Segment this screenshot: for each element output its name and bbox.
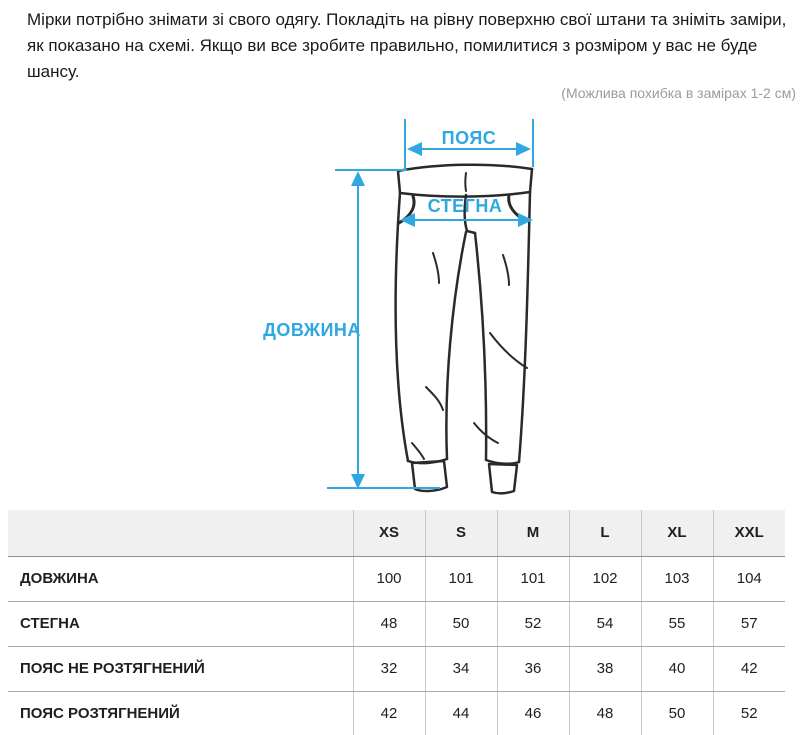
size-value: 50 [641,691,713,735]
waist-label: ПОЯС [441,128,497,148]
size-value: 46 [497,691,569,735]
length-arrowhead-top [351,171,365,186]
size-header-l: L [569,510,641,556]
size-value: 57 [713,601,785,646]
pants-measurement-diagram [250,105,640,510]
size-value: 44 [425,691,497,735]
size-table-corner-cell [8,510,353,556]
length-arrowhead-bottom [351,474,365,489]
hips-arrowhead-right [518,213,533,227]
size-value: 36 [497,646,569,691]
table-row-length [8,556,785,601]
size-value: 54 [569,601,641,646]
tolerance-note: (Можлива похибка в замірах 1-2 см) [561,85,796,101]
size-value: 52 [497,601,569,646]
size-header-xxl: XXL [713,510,785,556]
size-table-header-row [8,510,785,556]
size-value: 101 [497,556,569,601]
table-row-waist-unstretched [8,646,785,691]
row-label: ДОВЖИНА [8,556,353,601]
size-header-xs: XS [353,510,425,556]
size-value: 48 [353,601,425,646]
size-value: 104 [713,556,785,601]
intro-paragraph: Мірки потрібно знімати зі свого одягу. Покладіть на рівну поверхню свої штани та зніміть заміри, як показано на схемі. Якщо ви все зробите правильно, помилитися з розміром у вас не буде шансу. [27,10,787,81]
row-label: ПОЯС НЕ РОЗТЯГНЕНИЙ [8,646,353,691]
table-row-waist-stretched [8,691,785,735]
size-value: 102 [569,556,641,601]
size-value: 38 [569,646,641,691]
size-table [8,510,785,735]
size-value: 34 [425,646,497,691]
length-label: ДОВЖИНА [263,320,361,340]
size-value: 52 [713,691,785,735]
size-value: 42 [353,691,425,735]
size-value: 48 [569,691,641,735]
size-header-xl: XL [641,510,713,556]
row-label: СТЕГНА [8,601,353,646]
size-value: 50 [425,601,497,646]
waist-arrowhead-right [516,142,531,156]
row-label: ПОЯС РОЗТЯГНЕНИЙ [20,705,180,723]
size-value: 42 [713,646,785,691]
size-header-m: M [497,510,569,556]
table-row-hips [8,601,785,646]
size-value: 103 [641,556,713,601]
size-value: 40 [641,646,713,691]
wrinkle-lines [412,253,527,459]
size-header-s: S [425,510,497,556]
waist-arrowhead-left [407,142,422,156]
hips-label: СТЕГНА [427,196,503,216]
size-value: 101 [425,556,497,601]
size-value: 100 [353,556,425,601]
size-value: 32 [353,646,425,691]
size-value: 55 [641,601,713,646]
